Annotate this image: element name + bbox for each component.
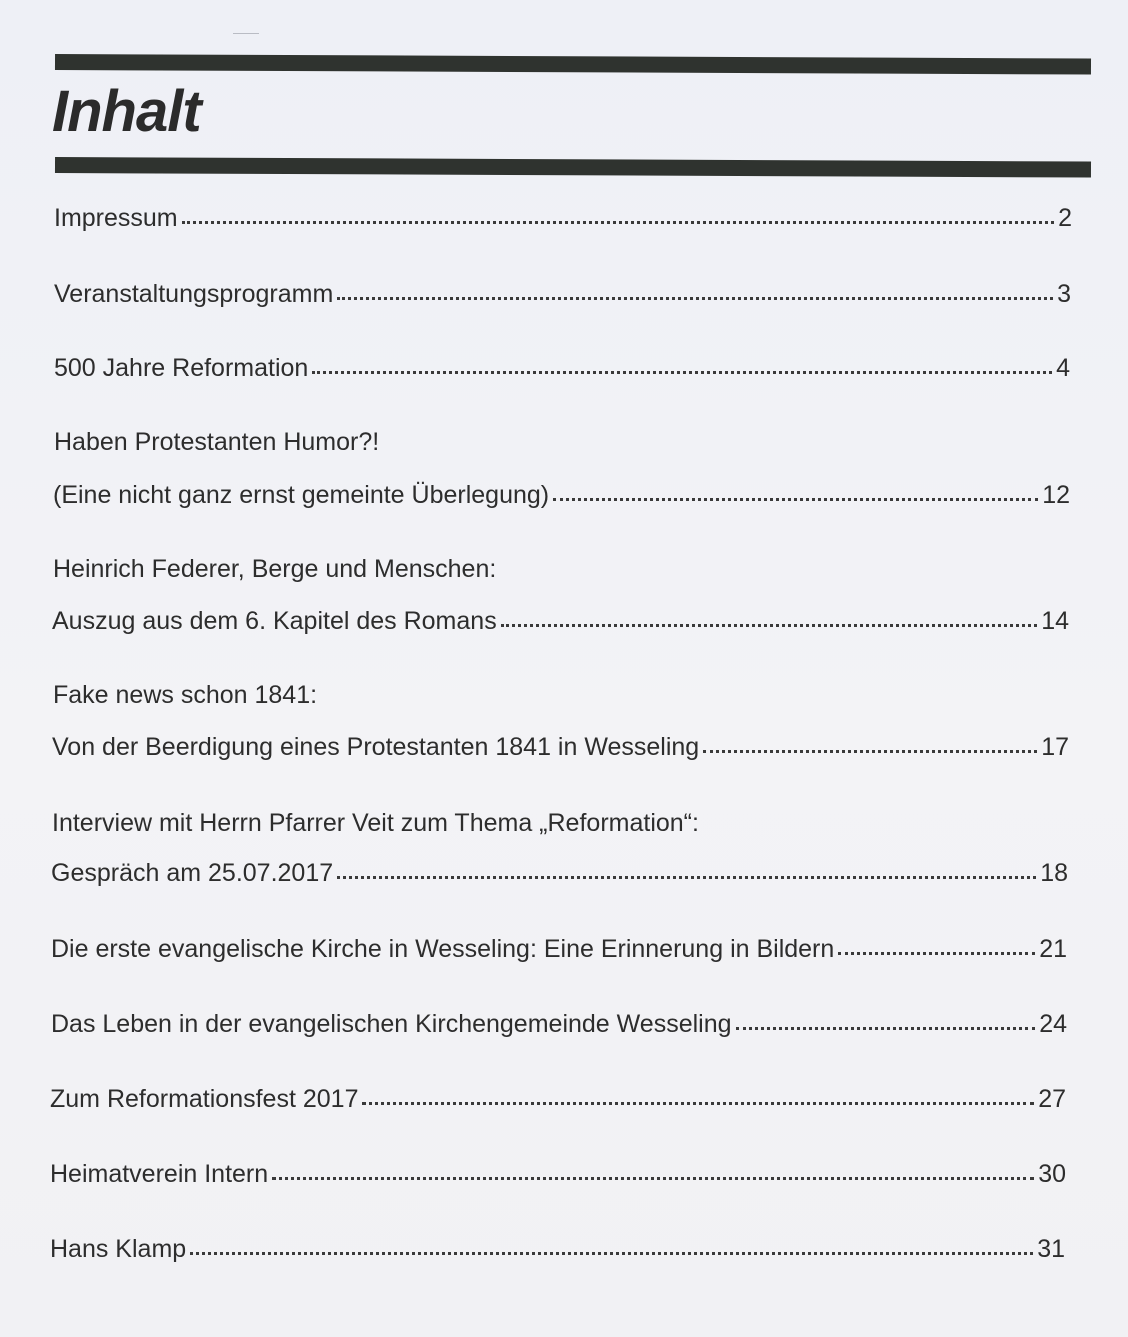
leader-dots: [337, 297, 1053, 300]
toc-entry-heading: Heinrich Federer, Berge und Menschen:: [53, 555, 497, 583]
toc-entry: [52, 733, 1069, 767]
toc-entry-page: 4: [1056, 354, 1070, 382]
toc-entry-title: Veranstaltungsprogramm: [54, 280, 334, 308]
toc-entry-page: 30: [1038, 1160, 1066, 1188]
toc-entry-page: 3: [1057, 280, 1071, 308]
toc-entry-title: 500 Jahre Reformation: [54, 354, 309, 382]
leader-dots: [337, 876, 1036, 879]
toc-entry-title: Die erste evangelische Kirche in Wesseling: Eine Erinnerung in Bildern: [51, 935, 835, 963]
toc-entry: [51, 859, 1068, 893]
leader-dots: [838, 952, 1035, 955]
toc-entry: [54, 280, 1071, 314]
toc-entry-page: 31: [1037, 1235, 1065, 1263]
toc-entry-page: 17: [1041, 733, 1069, 761]
toc-entry-title: Das Leben in der evangelischen Kirchengemeinde Wesseling: [51, 1010, 732, 1038]
leader-dots: [272, 1177, 1034, 1180]
leader-dots: [553, 498, 1038, 501]
leader-dots: [703, 750, 1037, 753]
toc-entry-page: 27: [1038, 1085, 1066, 1113]
toc-entry-page: 12: [1042, 481, 1070, 509]
leader-dots: [312, 371, 1052, 374]
toc-entry: [51, 1010, 1067, 1044]
toc-entry-title: Gespräch am 25.07.2017: [51, 859, 334, 887]
toc-entry: [51, 935, 1067, 969]
toc-entry: [52, 607, 1069, 641]
toc-entry-page: 14: [1041, 607, 1069, 635]
toc-entry: [54, 204, 1072, 238]
paper-mark: [233, 33, 259, 34]
toc-entry-title: Von der Beerdigung eines Protestanten 1841 in Wesseling: [52, 733, 700, 761]
toc-entry-heading: Fake news schon 1841:: [53, 681, 318, 709]
toc-entry-title: (Eine nicht ganz ernst gemeinte Überlegung): [53, 481, 550, 509]
toc-entry-title: Zum Reformationsfest 2017: [50, 1085, 359, 1113]
top-rule: [55, 54, 1091, 75]
toc-entry: [50, 1235, 1065, 1269]
toc-entry-page: 24: [1039, 1010, 1067, 1038]
page-title: Inhalt: [52, 79, 201, 144]
toc-entry-page: 21: [1039, 935, 1067, 963]
leader-dots: [182, 221, 1054, 224]
toc-entry: [50, 1160, 1066, 1194]
leader-dots: [362, 1102, 1034, 1105]
toc-entry-title: Auszug aus dem 6. Kapitel des Romans: [52, 607, 497, 635]
leader-dots: [190, 1252, 1033, 1255]
toc-entry-title: Impressum: [54, 204, 178, 232]
leader-dots: [736, 1027, 1036, 1030]
toc-entry: [54, 354, 1070, 388]
toc-entry: [53, 481, 1070, 515]
toc-entry-heading: Interview mit Herrn Pfarrer Veit zum Thema „Reformation“:: [52, 809, 699, 837]
bottom-rule: [55, 157, 1091, 178]
toc-entry-page: 18: [1040, 859, 1068, 887]
leader-dots: [501, 624, 1037, 627]
toc-entry-heading: Haben Protestanten Humor?!: [54, 428, 380, 456]
toc-entry-title: Heimatverein Intern: [50, 1160, 269, 1188]
toc-entry-title: Hans Klamp: [50, 1235, 187, 1263]
toc-entry-page: 2: [1058, 204, 1072, 232]
toc-entry: [50, 1085, 1066, 1119]
